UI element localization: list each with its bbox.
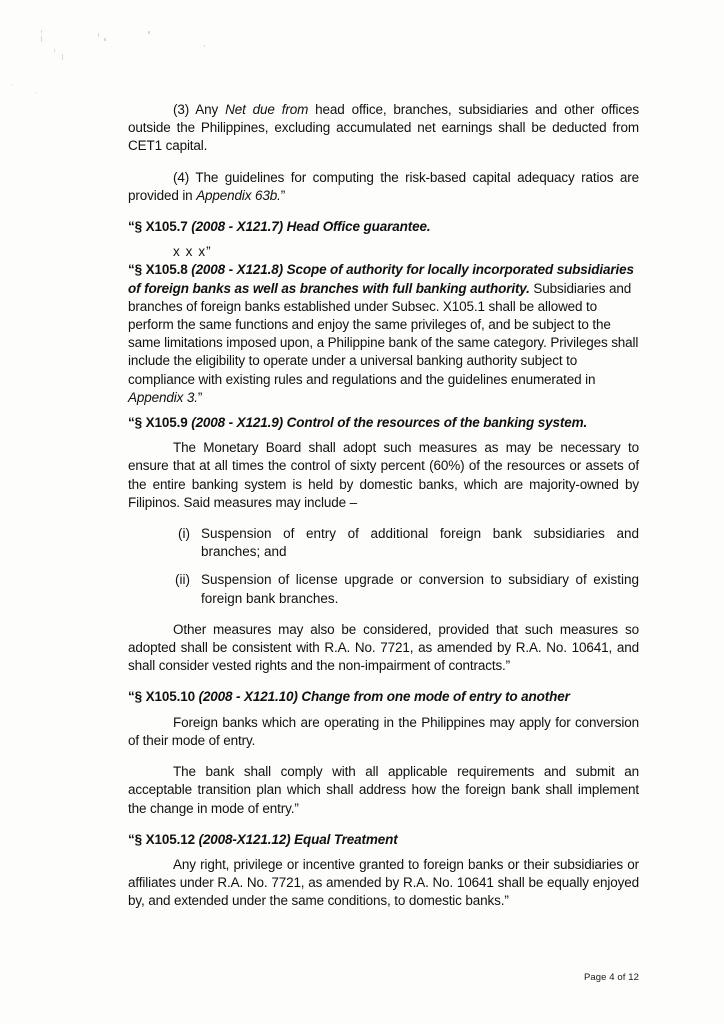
list-item-text: Suspension of entry of additional foreign bank subsidiaries and branches; and: [201, 526, 639, 560]
section-number-x105-7: “§ X105.7: [128, 219, 192, 235]
section-x105-8-body-rest: ”: [197, 389, 203, 405]
paragraph-item-3: [128, 101, 639, 156]
section-number-x105-8: “§ X105.8: [128, 262, 192, 278]
paragraph-item-4-rest: ”: [280, 187, 286, 203]
list-item: [128, 571, 639, 607]
section-number-x105-9: “§ X105.9: [128, 415, 192, 431]
section-heading-x105-8: [128, 261, 639, 407]
section-x105-7-body: x x x”: [173, 244, 212, 260]
section-x105-8-body-italic: Appendix 3.: [128, 389, 198, 405]
section-heading-x105-10: [128, 688, 639, 706]
section-title-x105-10: (2008 - X121.10) Change from one mode of entry to another: [198, 689, 570, 705]
list-item-marker: (i): [178, 526, 190, 542]
section-title-x105-8: (2008 - X121.8) Scope of authority for locally incorporated subsidiaries of foreign banks as well as branches with full banking authority.: [128, 262, 634, 296]
section-heading-x105-9: [128, 414, 639, 432]
document-body: [128, 101, 639, 924]
roman-list: [128, 525, 639, 608]
list-item-text: Suspension of license upgrade or conversion to subsidiary of existing foreign bank branches.: [201, 572, 639, 606]
list-item: [128, 525, 639, 561]
page-footer: Page 4 of 12: [583, 972, 639, 983]
paragraph-item-3-rest: head office, branches, subsidiaries and other offices outside the Philippines, excluding accumulated net earnings shall be deducted from CET1 capital.: [128, 102, 639, 154]
section-x105-12-paragraph-1: Any right, privilege or incentive granted to foreign banks or their subsidiaries or affiliates under R.A. No. 7721, as amended by R.A. No. 10641 shall be equally enjoyed by, and extended under the same conditions, to domestic banks.”: [128, 856, 639, 909]
paragraph-item-4-lead: (4) The guidelines for computing the risk-based capital adequacy ratios are provided in: [128, 169, 639, 203]
section-x105-9-paragraph-1: The Monetary Board shall adopt such measures as may be necessary to ensure that at all times the control of sixty percent (60%) of the resources or assets of the entire banking system is held by domestic banks, which are majority-owned by Filipinos. Said measures may include –: [128, 440, 639, 510]
section-heading-x105-7: [128, 218, 639, 236]
list-item-marker: (ii): [175, 572, 190, 588]
section-x105-10-paragraph-2: The bank shall comply with all applicable requirements and submit an acceptable transition plan which shall address how the foreign bank shall implement the change in mode of entry.”: [128, 764, 639, 816]
section-x105-8-body-lead: Subsidiaries and branches of foreign banks established under Subsec. X105.1 shall be allowed to perform the same functions and enjoy the same privileges of, and be subject to the same limitations imposed upon, a Philippine bank of the same category. Privileges shall include the eligibility to operate under a universal banking authority subject to compliance with existing rules and regulations and the guidelines enumerated in: [128, 280, 639, 387]
section-x105-10-paragraph-1: Foreign banks which are operating in the Philippines may apply for conversion of their mode of entry.: [128, 714, 639, 748]
section-heading-x105-12: [128, 831, 639, 849]
paragraph-item-4-italic: Appendix 63b.: [196, 187, 281, 203]
paragraph-item-3-italic: Net due from: [225, 102, 309, 117]
section-number-x105-12: “§ X105.12: [128, 831, 199, 847]
section-title-x105-7: (2008 - X121.7) Head Office guarantee.: [191, 219, 431, 235]
section-number-x105-10: “§ X105.10: [128, 689, 199, 705]
paragraph-item-4: [128, 169, 639, 205]
section-title-x105-12: (2008-X121.12) Equal Treatment: [198, 831, 398, 847]
paragraph-item-3-lead: (3) Any: [173, 102, 226, 117]
section-x105-9-paragraph-2: Other measures may also be considered, provided that such measures so adopted shall be consistent with R.A. No. 7721, as amended by R.A. No. 10641, and shall consider vested rights and the non-impairment of contracts.”: [128, 621, 639, 674]
section-title-x105-9: (2008 - X121.9) Control of the resources of the banking system.: [191, 415, 588, 431]
